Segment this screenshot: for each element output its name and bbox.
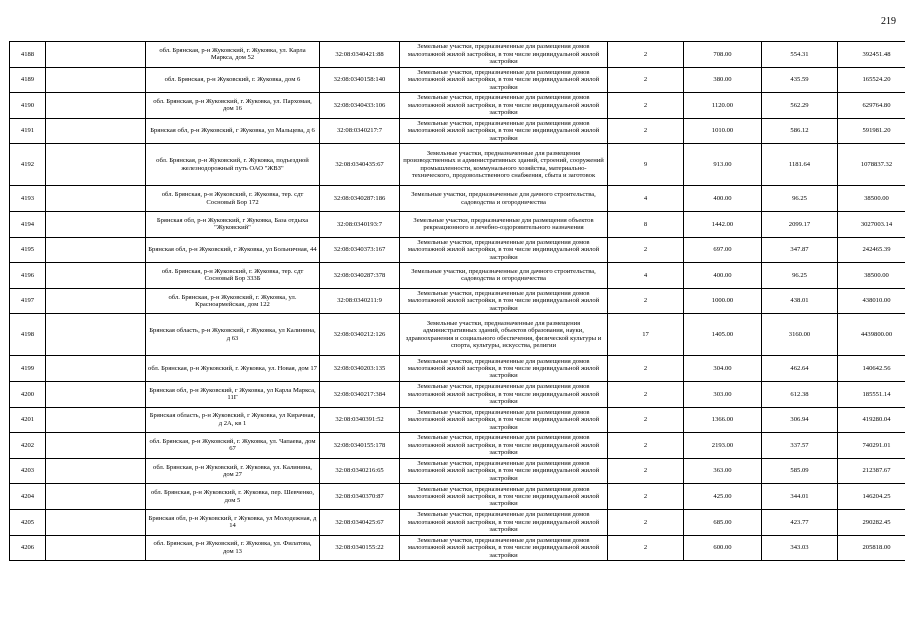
- cadastral-number-cell: 32:08:0340212:126: [320, 314, 400, 356]
- blank-cell: [46, 356, 146, 382]
- area-cell: 400.00: [684, 186, 762, 212]
- group-cell: 2: [608, 42, 684, 68]
- address-cell: обл. Брянская, р-н Жуковский, г. Жуковка, подъездной железнодорожный путь ОАО "ЖВЗ": [146, 144, 320, 186]
- cadastral-value-cell: 392451.48: [838, 42, 905, 68]
- blank-cell: [46, 314, 146, 356]
- area-cell: 304.00: [684, 356, 762, 382]
- cadastral-value-cell: 629764.80: [838, 93, 905, 119]
- table-row: [10, 433, 905, 459]
- group-cell: 2: [608, 67, 684, 93]
- table-row: [10, 407, 905, 433]
- cadastral-value-cell: 4439800.00: [838, 314, 905, 356]
- group-cell: 2: [608, 535, 684, 561]
- cadastral-value-cell: 242465.39: [838, 237, 905, 263]
- area-cell: 400.00: [684, 263, 762, 289]
- group-cell: 17: [608, 314, 684, 356]
- address-cell: обл. Брянская, р-н Жуковский, г. Жуковка, ул. Новая, дом 17: [146, 356, 320, 382]
- row-number: 4201: [10, 407, 46, 433]
- specific-value-cell: 3160.00: [762, 314, 838, 356]
- table-row: [10, 288, 905, 314]
- specific-value-cell: 423.77: [762, 509, 838, 535]
- blank-cell: [46, 288, 146, 314]
- blank-cell: [46, 535, 146, 561]
- land-use-cell: Земельные участки, предназначенные для размещения домов малоэтажной жилой застройки, в том числе индивидуальной жилой застройки: [400, 93, 608, 119]
- address-cell: обл. Брянская, р-н Жуковский, г. Жуковка, ул. Калинина, дом 27: [146, 458, 320, 484]
- table-row: [10, 42, 905, 68]
- table-row: [10, 381, 905, 407]
- cadastral-value-cell: 740291.01: [838, 433, 905, 459]
- specific-value-cell: 585.09: [762, 458, 838, 484]
- group-cell: 2: [608, 509, 684, 535]
- specific-value-cell: 344.01: [762, 484, 838, 510]
- land-use-cell: Земельные участки, предназначенные для размещения административных зданий, объектов образования, науки, здравоохранения и социального обеспечения, физической культуры и спорта, культуры, искусства, религии: [400, 314, 608, 356]
- cadastral-value-cell: 438010.00: [838, 288, 905, 314]
- table-row: [10, 186, 905, 212]
- cadastral-number-cell: 32:08:0340211:9: [320, 288, 400, 314]
- group-cell: 2: [608, 93, 684, 119]
- area-cell: 600.00: [684, 535, 762, 561]
- group-cell: 4: [608, 186, 684, 212]
- area-cell: 363.00: [684, 458, 762, 484]
- area-cell: 1405.00: [684, 314, 762, 356]
- address-cell: Брянская обл, р-н Жуковский, г Жуковка, ул Мальцева, д 6: [146, 118, 320, 144]
- address-cell: обл. Брянская, р-н Жуковский, г. Жуковка, пер. Шевченко, дом 5: [146, 484, 320, 510]
- blank-cell: [46, 509, 146, 535]
- area-cell: 1000.00: [684, 288, 762, 314]
- land-use-cell: Земельные участки, предназначенные для размещения домов малоэтажной жилой застройки, в том числе индивидуальной жилой застройки: [400, 118, 608, 144]
- area-cell: 913.00: [684, 144, 762, 186]
- blank-cell: [46, 42, 146, 68]
- address-cell: обл. Брянская, р-н Жуковский, г. Жуковка, тер. сдт Сосновый Бор 333Б: [146, 263, 320, 289]
- blank-cell: [46, 433, 146, 459]
- group-cell: 9: [608, 144, 684, 186]
- cadastral-number-cell: 32:08:0340216:65: [320, 458, 400, 484]
- cadastral-number-cell: 32:08:0340155:178: [320, 433, 400, 459]
- cadastral-number-cell: 32:08:0340370:87: [320, 484, 400, 510]
- row-number: 4192: [10, 144, 46, 186]
- specific-value-cell: 435.59: [762, 67, 838, 93]
- address-cell: Брянская обл, р-н Жуковский, г Жуковка, ул Молодежная, д 14: [146, 509, 320, 535]
- table-body: [10, 42, 905, 561]
- blank-cell: [46, 144, 146, 186]
- specific-value-cell: 343.03: [762, 535, 838, 561]
- area-cell: 1010.00: [684, 118, 762, 144]
- table-row: [10, 535, 905, 561]
- row-number: 4193: [10, 186, 46, 212]
- cadastral-number-cell: 32:08:0340421:88: [320, 42, 400, 68]
- blank-cell: [46, 118, 146, 144]
- land-use-cell: Земельные участки, предназначенные для размещения объектов рекреационного и лечебно-оздоровительного назначения: [400, 211, 608, 237]
- group-cell: 2: [608, 237, 684, 263]
- group-cell: 2: [608, 118, 684, 144]
- cadastral-number-cell: 32:08:0340287:378: [320, 263, 400, 289]
- blank-cell: [46, 484, 146, 510]
- area-cell: 1442.00: [684, 211, 762, 237]
- address-cell: обл. Брянская, р-н Жуковский, г. Жуковка, дом 6: [146, 67, 320, 93]
- table-row: [10, 484, 905, 510]
- row-number: 4194: [10, 211, 46, 237]
- row-number: 4203: [10, 458, 46, 484]
- cadastral-value-cell: 38500.00: [838, 263, 905, 289]
- address-cell: Брянская область, р-н Жуковский, г Жуковка, ул Кирачная, д 2А, кв 1: [146, 407, 320, 433]
- cadastral-number-cell: 32:08:0340217:384: [320, 381, 400, 407]
- address-cell: обл. Брянская, р-н Жуковский, г. Жуковка, ул. Карла Маркса, дом 52: [146, 42, 320, 68]
- specific-value-cell: 96.25: [762, 263, 838, 289]
- cadastral-number-cell: 32:08:0340373:167: [320, 237, 400, 263]
- address-cell: Брянская обл, р-н Жуковский, г Жуковка, ул Карла Маркса, 11Г: [146, 381, 320, 407]
- address-cell: обл. Брянская, р-н Жуковский, г. Жуковка, ул. Красноармейская, дом 122: [146, 288, 320, 314]
- cadastral-value-cell: 591981.20: [838, 118, 905, 144]
- table-row: [10, 93, 905, 119]
- cadastral-number-cell: 32:08:0340425:67: [320, 509, 400, 535]
- cadastral-value-cell: 205818.00: [838, 535, 905, 561]
- blank-cell: [46, 211, 146, 237]
- table-row: [10, 211, 905, 237]
- area-cell: 1120.00: [684, 93, 762, 119]
- specific-value-cell: 2099.17: [762, 211, 838, 237]
- land-use-cell: Земельные участки, предназначенные для размещения домов малоэтажной жилой застройки, в том числе индивидуальной жилой застройки: [400, 509, 608, 535]
- land-use-cell: Земельные участки, предназначенные для размещения производственных и административных зданий, строений, сооружений промышленности, коммунального хозяйства, материально-технического, продовольственного снабжения, сбыта и заготовок: [400, 144, 608, 186]
- specific-value-cell: 347.87: [762, 237, 838, 263]
- address-cell: обл. Брянская, р-н Жуковский, г. Жуковка, ул. Пархомая, дом 16: [146, 93, 320, 119]
- land-use-cell: Земельные участки, предназначенные для размещения домов малоэтажной жилой застройки, в том числе индивидуальной жилой застройки: [400, 381, 608, 407]
- table-row: [10, 67, 905, 93]
- cadastral-number-cell: 32:08:0340391:52: [320, 407, 400, 433]
- blank-cell: [46, 67, 146, 93]
- cadastral-value-cell: 290282.45: [838, 509, 905, 535]
- land-use-cell: Земельные участки, предназначенные для размещения домов малоэтажной жилой застройки, в том числе индивидуальной жилой застройки: [400, 433, 608, 459]
- table-row: [10, 458, 905, 484]
- area-cell: 697.00: [684, 237, 762, 263]
- cadastral-value-cell: 185551.14: [838, 381, 905, 407]
- table-row: [10, 356, 905, 382]
- blank-cell: [46, 263, 146, 289]
- cadastral-number-cell: 32:08:0340193:7: [320, 211, 400, 237]
- land-use-cell: Земельные участки, предназначенные для размещения домов малоэтажной жилой застройки, в том числе индивидуальной жилой застройки: [400, 67, 608, 93]
- blank-cell: [46, 458, 146, 484]
- cadastral-number-cell: 32:08:0340158:140: [320, 67, 400, 93]
- specific-value-cell: 337.57: [762, 433, 838, 459]
- row-number: 4190: [10, 93, 46, 119]
- specific-value-cell: 1181.64: [762, 144, 838, 186]
- area-cell: 1366.00: [684, 407, 762, 433]
- specific-value-cell: 438.01: [762, 288, 838, 314]
- row-number: 4195: [10, 237, 46, 263]
- cadastral-value-cell: 212387.67: [838, 458, 905, 484]
- address-cell: обл. Брянская, р-н Жуковский, г. Жуковка, тер. сдт Сосновый Бор 172: [146, 186, 320, 212]
- address-cell: Брянская обл, р-н Жуковский, г Жуковка, ул Больничная, 44: [146, 237, 320, 263]
- row-number: 4199: [10, 356, 46, 382]
- group-cell: 4: [608, 263, 684, 289]
- group-cell: 2: [608, 433, 684, 459]
- address-cell: Брянская обл, р-н Жуковский, г Жуковка, База отдыха "Жуковский": [146, 211, 320, 237]
- blank-cell: [46, 407, 146, 433]
- cadastral-number-cell: 32:08:0340435:67: [320, 144, 400, 186]
- land-use-cell: Земельные участки, предназначенные для размещения домов малоэтажной жилой застройки, в том числе индивидуальной жилой застройки: [400, 407, 608, 433]
- land-use-cell: Земельные участки, предназначенные для размещения домов малоэтажной жилой застройки, в том числе индивидуальной жилой застройки: [400, 288, 608, 314]
- row-number: 4205: [10, 509, 46, 535]
- land-use-cell: Земельные участки, предназначенные для размещения домов малоэтажной жилой застройки, в том числе индивидуальной жилой застройки: [400, 42, 608, 68]
- cadastral-number-cell: 32:08:0340203:135: [320, 356, 400, 382]
- land-use-cell: Земельные участки, предназначенные для дачного строительства, садоводства и огородничества: [400, 186, 608, 212]
- group-cell: 2: [608, 407, 684, 433]
- row-number: 4197: [10, 288, 46, 314]
- cadastral-value-table: [9, 41, 905, 561]
- row-number: 4196: [10, 263, 46, 289]
- group-cell: 8: [608, 211, 684, 237]
- row-number: 4198: [10, 314, 46, 356]
- address-cell: Брянская область, р-н Жуковский, г Жуковка, ул Калинина, д 63: [146, 314, 320, 356]
- land-use-cell: Земельные участки, предназначенные для размещения домов малоэтажной жилой застройки, в том числе индивидуальной жилой застройки: [400, 356, 608, 382]
- cadastral-value-cell: 419280.04: [838, 407, 905, 433]
- group-cell: 2: [608, 356, 684, 382]
- area-cell: 685.00: [684, 509, 762, 535]
- cadastral-number-cell: 32:08:0340433:106: [320, 93, 400, 119]
- table-row: [10, 314, 905, 356]
- row-number: 4204: [10, 484, 46, 510]
- cadastral-value-cell: 165524.20: [838, 67, 905, 93]
- land-use-cell: Земельные участки, предназначенные для размещения домов малоэтажной жилой застройки, в том числе индивидуальной жилой застройки: [400, 535, 608, 561]
- blank-cell: [46, 93, 146, 119]
- row-number: 4206: [10, 535, 46, 561]
- cadastral-number-cell: 32:08:0340287:186: [320, 186, 400, 212]
- specific-value-cell: 586.12: [762, 118, 838, 144]
- row-number: 4200: [10, 381, 46, 407]
- specific-value-cell: 96.25: [762, 186, 838, 212]
- land-use-cell: Земельные участки, предназначенные для размещения домов малоэтажной жилой застройки, в том числе индивидуальной жилой застройки: [400, 458, 608, 484]
- blank-cell: [46, 381, 146, 407]
- area-cell: 303.00: [684, 381, 762, 407]
- table-row: [10, 118, 905, 144]
- address-cell: обл. Брянская, р-н Жуковский, г. Жуковка, ул. Филатова, дом 13: [146, 535, 320, 561]
- page-number: 219: [881, 16, 896, 27]
- table-row: [10, 144, 905, 186]
- land-use-cell: Земельные участки, предназначенные для размещения домов малоэтажной жилой застройки, в том числе индивидуальной жилой застройки: [400, 237, 608, 263]
- row-number: 4188: [10, 42, 46, 68]
- area-cell: 380.00: [684, 67, 762, 93]
- land-use-cell: Земельные участки, предназначенные для дачного строительства, садоводства и огородничества: [400, 263, 608, 289]
- group-cell: 2: [608, 484, 684, 510]
- specific-value-cell: 562.29: [762, 93, 838, 119]
- group-cell: 2: [608, 288, 684, 314]
- row-number: 4191: [10, 118, 46, 144]
- area-cell: 425.00: [684, 484, 762, 510]
- cadastral-value-cell: 146204.25: [838, 484, 905, 510]
- cadastral-number-cell: 32:08:0340217:7: [320, 118, 400, 144]
- area-cell: 708.00: [684, 42, 762, 68]
- cadastral-value-cell: 140642.56: [838, 356, 905, 382]
- address-cell: обл. Брянская, р-н Жуковский, г. Жуковка, ул. Чапаева, дом 67: [146, 433, 320, 459]
- land-use-cell: Земельные участки, предназначенные для размещения домов малоэтажной жилой застройки, в том числе индивидуальной жилой застройки: [400, 484, 608, 510]
- table-row: [10, 263, 905, 289]
- table-row: [10, 237, 905, 263]
- specific-value-cell: 462.64: [762, 356, 838, 382]
- area-cell: 2193.00: [684, 433, 762, 459]
- table-row: [10, 509, 905, 535]
- cadastral-number-cell: 32:08:0340155:22: [320, 535, 400, 561]
- blank-cell: [46, 237, 146, 263]
- specific-value-cell: 554.31: [762, 42, 838, 68]
- cadastral-value-cell: 1078837.32: [838, 144, 905, 186]
- row-number: 4202: [10, 433, 46, 459]
- group-cell: 2: [608, 381, 684, 407]
- specific-value-cell: 306.94: [762, 407, 838, 433]
- specific-value-cell: 612.38: [762, 381, 838, 407]
- cadastral-value-cell: 38500.00: [838, 186, 905, 212]
- cadastral-value-cell: 3027003.14: [838, 211, 905, 237]
- group-cell: 2: [608, 458, 684, 484]
- row-number: 4189: [10, 67, 46, 93]
- blank-cell: [46, 186, 146, 212]
